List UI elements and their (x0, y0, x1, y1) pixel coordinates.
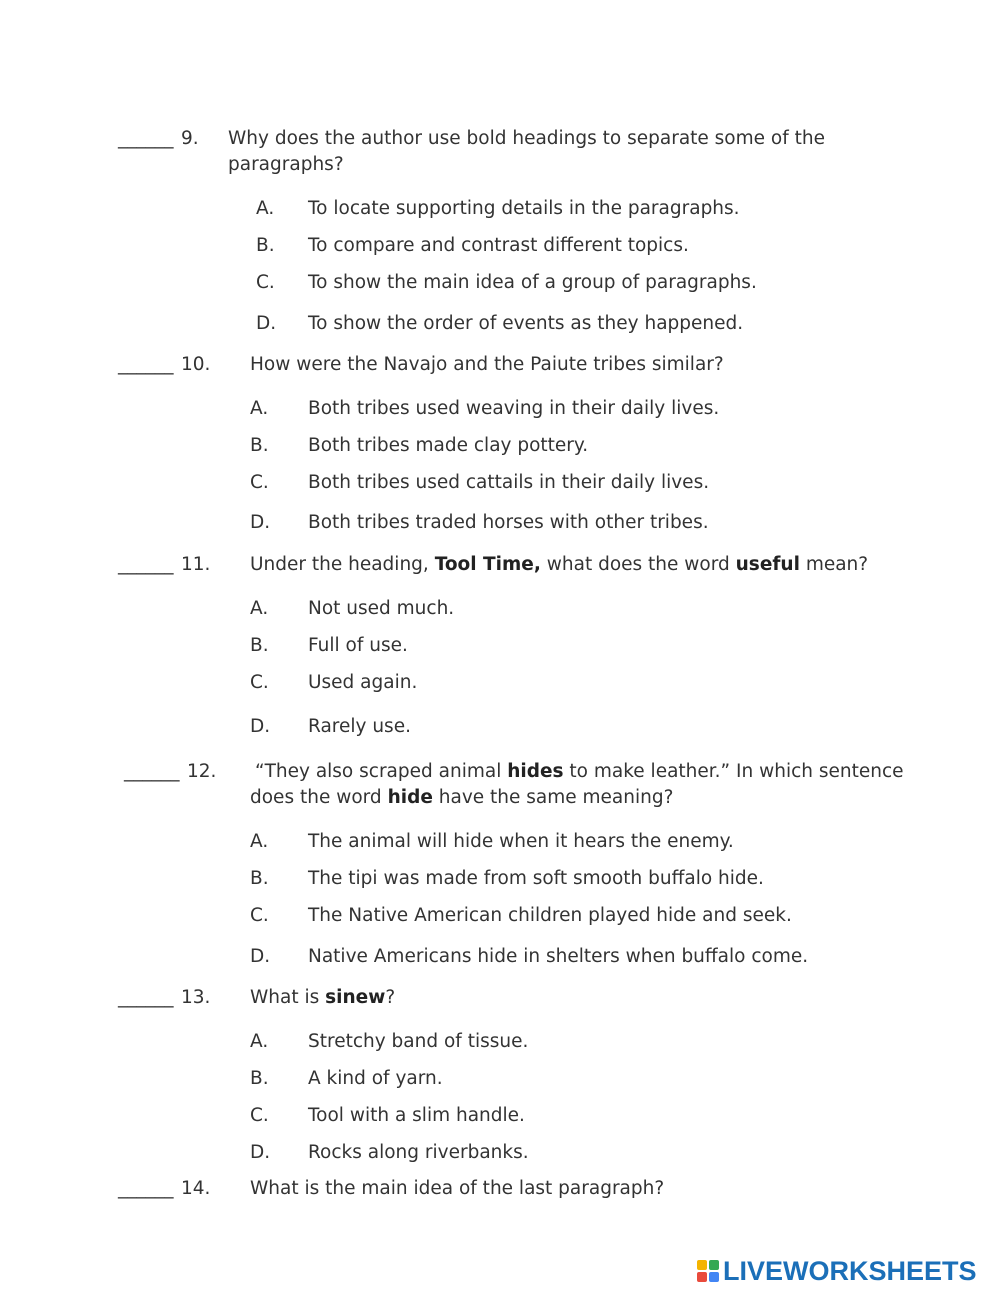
answer-blank[interactable]: ______ (118, 354, 174, 375)
option-letter: C. (250, 1105, 269, 1126)
option-letter: A. (250, 398, 269, 419)
option-letter: D. (256, 313, 277, 334)
option-letter: B. (250, 435, 269, 456)
question-number: 10. (181, 354, 211, 375)
question-stem: What is sinew? (250, 987, 396, 1008)
answer-blank[interactable]: ______ (118, 554, 174, 575)
option-letter: D. (250, 512, 271, 533)
question-stem-line-2: does the word hide have the same meaning? (250, 787, 674, 808)
question-stem: Under the heading, Tool Time, what does the word useful mean? (250, 554, 869, 575)
bold-vocab-word: useful (735, 554, 800, 575)
bold-vocab-word: sinew (325, 987, 386, 1008)
option-letter: B. (250, 868, 269, 889)
option-letter: A. (250, 1031, 269, 1052)
option-letter: B. (250, 1068, 269, 1089)
liveworksheets-footer[interactable] (697, 1255, 977, 1287)
option-text[interactable]: Tool with a slim handle. (308, 1105, 525, 1126)
option-text[interactable]: The animal will hide when it hears the enemy. (308, 831, 734, 852)
question-number: 14. (181, 1178, 211, 1199)
answer-blank[interactable]: ______ (118, 128, 174, 149)
bold-vocab-word: hide (387, 787, 433, 808)
option-letter: C. (250, 905, 269, 926)
liveworksheets-logo-icon (697, 1260, 719, 1282)
question-stem-line-1: Why does the author use bold headings to separate some of the (228, 128, 825, 149)
question-stem: What is the main idea of the last paragraph? (250, 1178, 665, 1199)
option-text[interactable]: To locate supporting details in the paragraphs. (308, 198, 740, 219)
answer-blank[interactable]: ______ (124, 761, 180, 782)
question-stem-line-1: “They also scraped animal hides to make leather.” In which sentence (255, 761, 904, 782)
option-text[interactable]: The tipi was made from soft smooth buffalo hide. (308, 868, 764, 889)
option-text[interactable]: The Native American children played hide and seek. (308, 905, 792, 926)
option-letter: C. (250, 672, 269, 693)
question-number: 13. (181, 987, 211, 1008)
option-letter: D. (250, 716, 271, 737)
question-number: 9. (181, 128, 199, 149)
option-text[interactable]: A kind of yarn. (308, 1068, 443, 1089)
option-letter: B. (256, 235, 275, 256)
option-text[interactable]: Both tribes used cattails in their daily lives. (308, 472, 710, 493)
option-letter: A. (250, 831, 269, 852)
option-letter: A. (250, 598, 269, 619)
option-text[interactable]: Full of use. (308, 635, 408, 656)
option-text[interactable]: Not used much. (308, 598, 455, 619)
option-text[interactable]: To compare and contrast different topics. (308, 235, 689, 256)
option-letter: B. (250, 635, 269, 656)
option-text[interactable]: Both tribes made clay pottery. (308, 435, 589, 456)
answer-blank[interactable]: ______ (118, 1178, 174, 1199)
option-letter: C. (250, 472, 269, 493)
question-number: 12. (187, 761, 217, 782)
option-letter: A. (256, 198, 275, 219)
option-letter: D. (250, 946, 271, 967)
option-letter: D. (250, 1142, 271, 1163)
option-letter: C. (256, 272, 275, 293)
option-text[interactable]: Used again. (308, 672, 418, 693)
answer-blank[interactable]: ______ (118, 987, 174, 1008)
question-stem-line-2: paragraphs? (228, 154, 344, 175)
question-stem: How were the Navajo and the Paiute tribes similar? (250, 354, 724, 375)
option-text[interactable]: To show the order of events as they happened. (308, 313, 744, 334)
option-text[interactable]: Rarely use. (308, 716, 411, 737)
option-text[interactable]: Both tribes used weaving in their daily lives. (308, 398, 720, 419)
option-text[interactable]: Both tribes traded horses with other tribes. (308, 512, 709, 533)
option-text[interactable]: Stretchy band of tissue. (308, 1031, 529, 1052)
question-number: 11. (181, 554, 211, 575)
brand-wordmark: LIVEWORKSHEETS (723, 1256, 977, 1286)
option-text[interactable]: To show the main idea of a group of paragraphs. (308, 272, 757, 293)
bold-vocab-word: hides (507, 761, 564, 782)
bold-heading-term: Tool Time, (434, 554, 541, 575)
option-text[interactable]: Native Americans hide in shelters when buffalo come. (308, 946, 809, 967)
option-text[interactable]: Rocks along riverbanks. (308, 1142, 529, 1163)
